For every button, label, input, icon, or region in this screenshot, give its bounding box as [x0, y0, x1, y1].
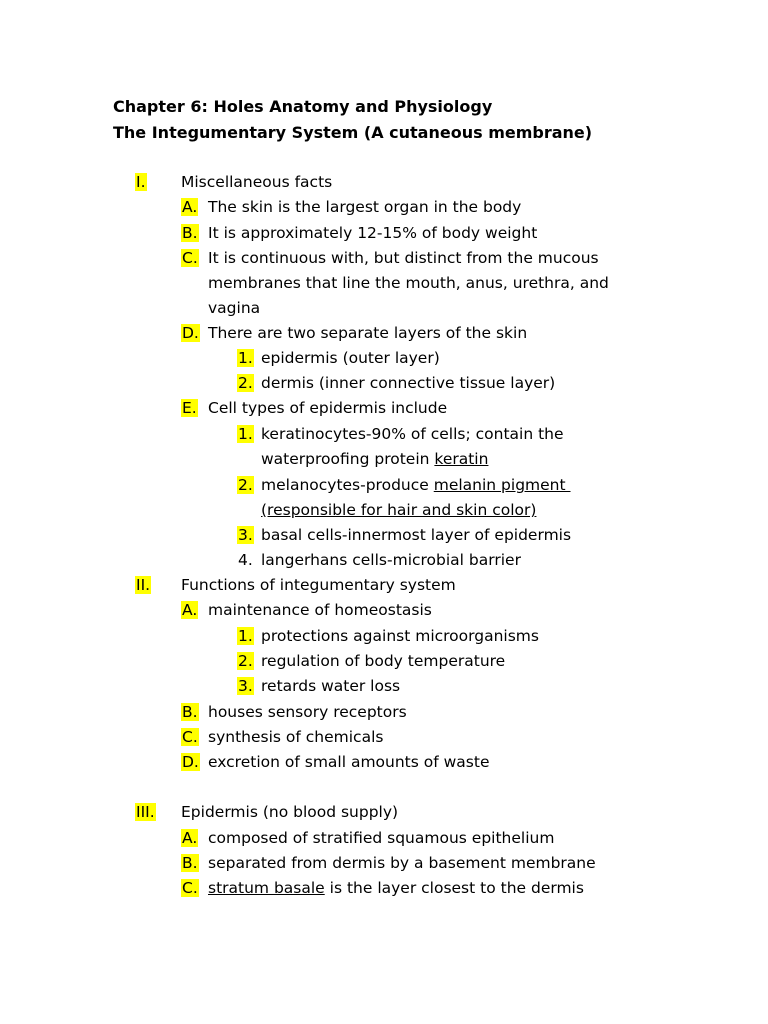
roman-marker: I.	[136, 173, 146, 191]
section-title: The Integumentary System (A cutaneous membrane)	[113, 123, 593, 142]
outline-subitem: regulation of body temperature	[261, 652, 506, 670]
outline-item: synthesis of chemicals	[208, 728, 384, 746]
outline-subitem: retards water loss	[261, 677, 401, 695]
letter-marker: D.	[182, 753, 199, 771]
outline-item: separated from dermis by a basement membrane	[208, 854, 596, 872]
outline-item: Miscellaneous facts	[181, 173, 333, 191]
outline-item: Epidermis (no blood supply)	[181, 803, 399, 821]
roman-marker: III.	[136, 803, 155, 821]
outline-subitem: basal cells-innermost layer of epidermis	[261, 526, 572, 544]
outline-subitem-continuation: waterproofing protein keratin	[261, 450, 489, 468]
outline-subitem: langerhans cells-microbial barrier	[261, 551, 521, 569]
roman-marker: II.	[136, 576, 151, 594]
number-marker: 1.	[238, 349, 253, 367]
letter-marker: C.	[182, 728, 198, 746]
letter-marker: A.	[182, 198, 198, 216]
letter-marker: D.	[182, 324, 199, 342]
outline-item: It is continuous with, but distinct from the mucous	[208, 249, 599, 267]
outline-item: Cell types of epidermis include	[208, 399, 448, 417]
outline-subitem: epidermis (outer layer)	[261, 349, 440, 367]
letter-marker: C.	[182, 249, 198, 267]
outline-item: excretion of small amounts of waste	[208, 753, 490, 771]
number-marker: 1.	[238, 425, 253, 443]
outline-item: The skin is the largest organ in the body	[208, 198, 522, 216]
outline-item: composed of stratified squamous epithelium	[208, 829, 555, 847]
outline-item: stratum basale is the layer closest to the dermis	[208, 879, 584, 897]
outline-item-continuation: membranes that line the mouth, anus, urethra, and	[208, 274, 609, 292]
letter-marker: B.	[182, 224, 198, 242]
outline-item: It is approximately 12-15% of body weight	[208, 224, 538, 242]
outline-subitem: melanocytes-produce melanin pigment	[261, 476, 571, 494]
underlined-term: stratum basale	[208, 879, 325, 897]
number-marker: 2.	[238, 476, 253, 494]
outline-item: Functions of integumentary system	[181, 576, 456, 594]
underlined-term: (responsible for hair and skin color)	[261, 501, 537, 519]
underlined-term: melanin pigment	[433, 476, 571, 494]
outline-subitem: dermis (inner connective tissue layer)	[261, 374, 556, 392]
outline-subitem-continuation	[261, 500, 536, 520]
number-marker: 2.	[238, 652, 253, 670]
outline-item: maintenance of homeostasis	[208, 601, 432, 619]
underlined-term: keratin	[434, 450, 489, 468]
letter-marker: A.	[182, 601, 198, 619]
letter-marker: E.	[182, 399, 197, 417]
letter-marker: B.	[182, 703, 198, 721]
outline-subitem: protections against microorganisms	[261, 627, 539, 645]
outline-item: houses sensory receptors	[208, 703, 407, 721]
number-marker: 4.	[238, 551, 253, 569]
letter-marker: B.	[182, 854, 198, 872]
outline-item-continuation: vagina	[208, 299, 261, 317]
number-marker: 3.	[238, 677, 253, 695]
letter-marker: A.	[182, 829, 198, 847]
number-marker: 1.	[238, 627, 253, 645]
outline-item: There are two separate layers of the skin	[208, 324, 528, 342]
number-marker: 2.	[238, 374, 253, 392]
chapter-title: Chapter 6: Holes Anatomy and Physiology	[113, 97, 493, 116]
number-marker: 3.	[238, 526, 253, 544]
outline-subitem: keratinocytes-90% of cells; contain the	[261, 425, 564, 443]
letter-marker: C.	[182, 879, 198, 897]
